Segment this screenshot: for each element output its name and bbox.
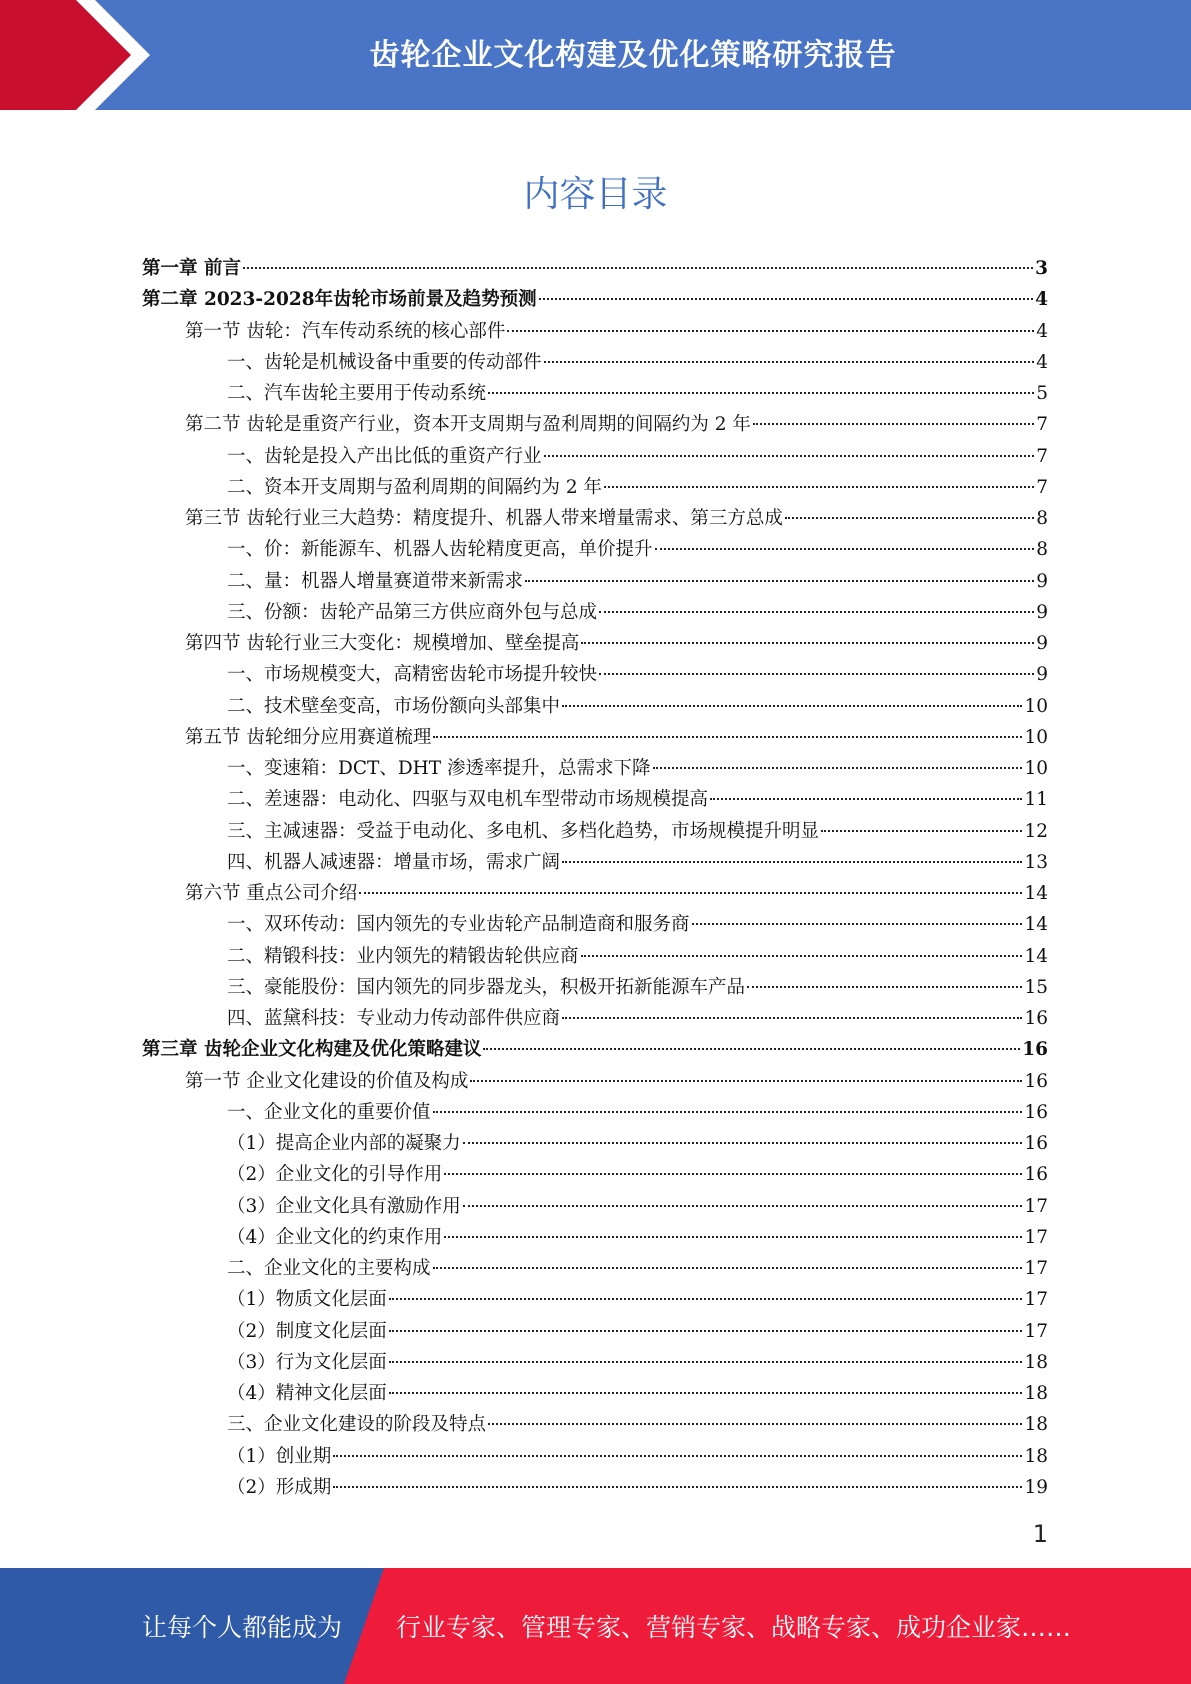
toc-entry[interactable]: [142, 316, 1048, 347]
page-number: 1: [1032, 1520, 1048, 1548]
toc-entry-title: 一、价：新能源车、机器人齿轮精度更高，单价提升: [227, 539, 653, 561]
toc-entry-page: 14: [1024, 914, 1048, 936]
toc-dot-leader: [333, 1455, 1022, 1457]
toc-entry-page: 17: [1024, 1258, 1048, 1279]
toc-entry-page: 10: [1024, 758, 1048, 779]
toc-entry-title: 一、齿轮是投入产出比低的重资产行业: [227, 445, 542, 467]
toc-entry[interactable]: [142, 878, 1048, 909]
toc-dot-leader: [444, 1173, 1022, 1175]
toc-entry[interactable]: [142, 409, 1048, 440]
toc-entry-title: 三、豪能股份：国内领先的同步器龙头，积极开拓新能源车产品: [227, 976, 746, 998]
toc-entry[interactable]: [142, 1347, 1048, 1378]
toc-dot-leader: [653, 767, 1023, 769]
toc-entry[interactable]: [142, 566, 1048, 597]
toc-entry-page: 16: [1024, 1133, 1048, 1154]
toc-entry-page: 15: [1024, 976, 1048, 998]
toc-entry-title: （4）精神文化层面: [227, 1383, 387, 1404]
toc-entry-title: （1）提高企业内部的凝聚力: [227, 1133, 461, 1154]
toc-dot-leader: [539, 298, 1034, 300]
toc-dot-leader: [785, 517, 1034, 519]
toc-entry-title: 第一节 齿轮：汽车传动系统的核心部件: [185, 320, 506, 342]
toc-entry-title: 一、企业文化的重要价值: [227, 1101, 431, 1123]
toc-entry-title: 一、齿轮是机械设备中重要的传动部件: [227, 351, 542, 373]
toc-entry[interactable]: [142, 1159, 1048, 1190]
toc-heading: 内容目录: [523, 174, 668, 215]
toc-entry-title: 二、资本开支周期与盈利周期的间隔约为 2 年: [227, 476, 603, 498]
toc-entry[interactable]: [142, 972, 1048, 1003]
toc-entry-page: 19: [1024, 1476, 1048, 1498]
toc-dot-leader: [333, 1486, 1022, 1488]
footer-slogan-left: 让每个人都能成为: [142, 1613, 343, 1642]
toc-entry[interactable]: [142, 378, 1048, 409]
toc-entry-title: 一、双环传动：国内领先的专业齿轮产品制造商和服务商: [227, 914, 690, 936]
toc-entry-page: 5: [1036, 383, 1048, 404]
toc-dot-leader: [359, 892, 1022, 894]
toc-entry-page: 14: [1024, 883, 1048, 904]
toc-entry-page: 16: [1022, 1039, 1048, 1061]
toc-entry-page: 16: [1024, 1101, 1048, 1123]
toc-entry-page: 14: [1024, 945, 1048, 967]
report-title: 齿轮企业文化构建及优化策略研究报告: [369, 38, 897, 73]
toc-entry-page: 8: [1036, 539, 1048, 561]
toc-entry-title: 四、蓝黛科技：专业动力传动部件供应商: [227, 1008, 561, 1029]
toc-dot-leader: [433, 1111, 1023, 1113]
toc-entry[interactable]: [142, 784, 1048, 815]
toc-entry[interactable]: [142, 472, 1048, 503]
toc-entry-title: 第二节 齿轮是重资产行业，资本开支周期与盈利周期的间隔约为 2 年: [185, 414, 751, 436]
toc-entry-title: 三、主减速器：受益于电动化、多电机、多档化趋势，市场规模提升明显: [227, 820, 820, 842]
toc-entry-page: 13: [1024, 851, 1048, 873]
toc-entry[interactable]: [142, 1034, 1048, 1065]
toc-entry-title: 三、份额：齿轮产品第三方供应商外包与总成: [227, 601, 598, 623]
toc-entry-page: 4: [1035, 289, 1048, 311]
toc-dot-leader: [488, 392, 1034, 394]
toc-entry-title: 二、差速器：电动化、四驱与双电机车型带动市场规模提高: [227, 789, 709, 811]
toc-entry-page: 18: [1024, 1414, 1048, 1436]
toc-entry-title: 第一章 前言: [142, 258, 241, 279]
toc-entry[interactable]: [142, 284, 1048, 315]
toc-entry[interactable]: [142, 1003, 1048, 1034]
toc-dot-leader: [604, 486, 1034, 488]
toc-dot-leader: [562, 705, 1022, 707]
toc-entry[interactable]: [142, 441, 1048, 472]
toc-entry-page: 11: [1024, 789, 1048, 811]
toc-dot-leader: [581, 955, 1023, 957]
table-of-contents: [142, 253, 1048, 1503]
toc-dot-leader: [821, 830, 1022, 832]
toc-dot-leader: [692, 923, 1023, 925]
toc-entry-title: 二、精锻科技：业内领先的精锻齿轮供应商: [227, 945, 579, 967]
toc-dot-leader: [389, 1298, 1023, 1300]
toc-dot-leader: [525, 580, 1034, 582]
toc-dot-leader: [562, 861, 1022, 863]
toc-entry-page: 17: [1024, 1289, 1048, 1311]
toc-dot-leader: [389, 1392, 1023, 1394]
toc-entry[interactable]: [142, 1284, 1048, 1315]
toc-entry-page: 10: [1024, 695, 1048, 717]
toc-dot-leader: [470, 1080, 1022, 1082]
toc-entry-page: 7: [1036, 445, 1048, 467]
toc-entry-title: （3）企业文化具有激励作用: [227, 1195, 461, 1217]
toc-dot-leader: [483, 1048, 1020, 1050]
toc-entry-page: 9: [1036, 601, 1048, 623]
toc-entry[interactable]: [142, 253, 1048, 284]
page-footer-band: [0, 1568, 1191, 1684]
toc-dot-leader: [599, 673, 1034, 675]
toc-entry[interactable]: [142, 753, 1048, 784]
toc-dot-leader: [562, 1017, 1022, 1019]
toc-dot-leader: [507, 330, 1034, 332]
toc-entry[interactable]: [142, 816, 1048, 847]
toc-entry-title: 一、变速箱：DCT、DHT 渗透率提升，总需求下降: [227, 758, 651, 779]
toc-entry[interactable]: [142, 941, 1048, 972]
toc-entry[interactable]: [142, 1222, 1048, 1253]
toc-entry[interactable]: [142, 1378, 1048, 1409]
toc-entry[interactable]: [142, 1441, 1048, 1472]
toc-dot-leader: [753, 423, 1034, 425]
toc-entry-title: 第一节 企业文化建设的价值及构成: [185, 1070, 469, 1092]
toc-entry-page: 16: [1024, 1008, 1048, 1029]
toc-entry[interactable]: [142, 691, 1048, 722]
toc-dot-leader: [599, 611, 1034, 613]
toc-entry[interactable]: [142, 1097, 1048, 1128]
page-header-band: [0, 0, 1191, 110]
toc-entry-page: 7: [1036, 414, 1048, 436]
toc-dot-leader: [581, 642, 1034, 644]
toc-entry-title: 二、汽车齿轮主要用于传动系统: [227, 383, 487, 404]
toc-entry-title: 第五节 齿轮细分应用赛道梳理: [185, 726, 432, 748]
toc-entry-page: 9: [1036, 570, 1048, 592]
toc-entry-page: 18: [1024, 1445, 1048, 1467]
toc-entry-title: 四、机器人减速器：增量市场，需求广阔: [227, 851, 561, 873]
toc-entry-title: 第三章 齿轮企业文化构建及优化策略建议: [142, 1039, 482, 1061]
toc-entry-page: 10: [1024, 726, 1048, 748]
toc-dot-leader: [655, 548, 1035, 550]
toc-entry[interactable]: [142, 909, 1048, 940]
toc-entry[interactable]: [142, 722, 1048, 753]
toc-dot-leader: [747, 986, 1022, 988]
toc-dot-leader: [243, 267, 1033, 269]
toc-entry-page: 18: [1024, 1383, 1048, 1404]
toc-entry[interactable]: [142, 628, 1048, 659]
toc-entry[interactable]: [142, 847, 1048, 878]
toc-entry-page: 8: [1036, 508, 1048, 529]
footer-slogan-right: 行业专家、管理专家、营销专家、战略专家、成功企业家……: [396, 1613, 1072, 1642]
toc-dot-leader: [433, 1267, 1023, 1269]
toc-entry[interactable]: [142, 503, 1048, 534]
toc-entry-page: 12: [1024, 820, 1048, 842]
toc-entry-page: 17: [1024, 1320, 1048, 1342]
toc-entry[interactable]: [142, 1409, 1048, 1440]
toc-entry-page: 17: [1024, 1195, 1048, 1217]
toc-entry-title: （2）企业文化的引导作用: [227, 1164, 443, 1186]
toc-entry-page: 4: [1036, 351, 1048, 373]
toc-entry[interactable]: [142, 659, 1048, 690]
toc-entry-title: （2）形成期: [227, 1476, 332, 1498]
toc-entry-title: （1）创业期: [227, 1445, 332, 1467]
toc-entry[interactable]: [142, 1191, 1048, 1222]
toc-entry-title: 一、市场规模变大，高精密齿轮市场提升较快: [227, 664, 598, 686]
toc-entry-title: （1）物质文化层面: [227, 1289, 387, 1311]
toc-dot-leader: [444, 1236, 1022, 1238]
toc-dot-leader: [463, 1142, 1023, 1144]
toc-entry[interactable]: [142, 347, 1048, 378]
toc-entry[interactable]: [142, 1128, 1048, 1159]
toc-entry-page: 4: [1036, 320, 1048, 342]
toc-entry-title: 第四节 齿轮行业三大变化：规模增加、壁垒提高: [185, 633, 580, 654]
toc-entry-title: 第六节 重点公司介绍: [185, 883, 358, 904]
toc-dot-leader: [544, 361, 1035, 363]
toc-entry-page: 3: [1035, 258, 1048, 279]
toc-entry[interactable]: [142, 534, 1048, 565]
toc-entry-page: 16: [1024, 1070, 1048, 1092]
toc-dot-leader: [389, 1361, 1023, 1363]
toc-entry[interactable]: [142, 1253, 1048, 1284]
toc-entry-title: 二、企业文化的主要构成: [227, 1258, 431, 1279]
toc-entry-title: 第三节 齿轮行业三大趋势：精度提升、机器人带来增量需求、第三方总成: [185, 508, 783, 529]
toc-entry-page: 17: [1024, 1226, 1048, 1248]
toc-dot-leader: [488, 1423, 1022, 1425]
toc-entry-title: （2）制度文化层面: [227, 1320, 387, 1342]
toc-dot-leader: [544, 455, 1035, 457]
toc-entry[interactable]: [142, 1066, 1048, 1097]
toc-entry-title: 二、量：机器人增量赛道带来新需求: [227, 570, 524, 592]
toc-entry-page: 9: [1036, 633, 1048, 654]
toc-entry-title: 三、企业文化建设的阶段及特点: [227, 1414, 487, 1436]
toc-entry-title: （3）行为文化层面: [227, 1351, 387, 1373]
toc-dot-leader: [389, 1330, 1023, 1332]
toc-entry[interactable]: [142, 597, 1048, 628]
toc-entry-page: 7: [1036, 476, 1048, 498]
toc-dot-leader: [710, 798, 1022, 800]
toc-entry[interactable]: [142, 1316, 1048, 1347]
toc-entry-title: 二、技术壁垒变高，市场份额向头部集中: [227, 695, 561, 717]
toc-dot-leader: [463, 1205, 1023, 1207]
toc-entry-title: （4）企业文化的约束作用: [227, 1226, 443, 1248]
toc-entry-page: 18: [1024, 1351, 1048, 1373]
toc-entry-page: 9: [1036, 664, 1048, 686]
toc-entry-page: 16: [1024, 1164, 1048, 1186]
toc-entry[interactable]: [142, 1472, 1048, 1503]
toc-dot-leader: [433, 736, 1022, 738]
toc-entry-title: 第二章 2023-2028年齿轮市场前景及趋势预测: [142, 289, 537, 311]
